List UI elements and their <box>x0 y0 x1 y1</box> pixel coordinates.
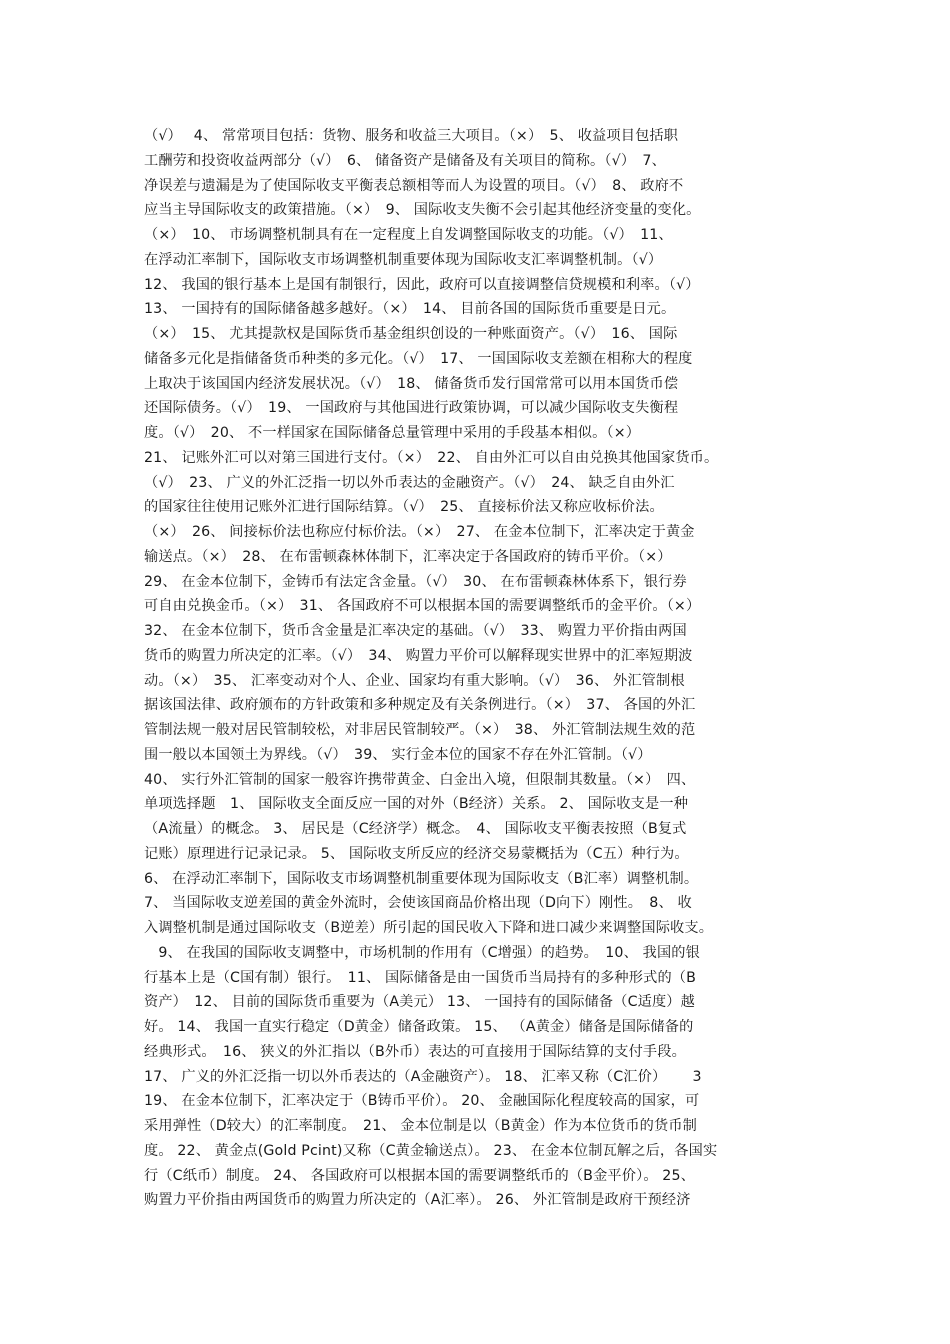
text-line: 储备多元化是指储备货币种类的多元化。（√） 17、 一国国际收支差额在相称大的程度 <box>144 350 693 367</box>
text-line: 工酬劳和投资收益两部分（√） 6、 储备资产是储备及有关项目的简称。（√） 7、 <box>144 152 666 169</box>
text-line: 经典形式。 16、 狭义的外汇指以（B外币）表达的可直接用于国际结算的支付手段。 <box>144 1043 686 1060</box>
text-line: 动。（×） 35、 汇率变动对个人、企业、国家均有重大影响。（√） 36、 外汇管制根 <box>144 672 685 689</box>
text-line: 的国家往往使用记账外汇进行国际结算。（√） 25、 直接标价法又称应收标价法。 <box>144 499 664 516</box>
text-line: 17、 广义的外汇泛指一切以外币表达的（A金融资产）。 18、 汇率又称（C汇价） 3 <box>144 1068 702 1085</box>
text-line: （×） 26、 间接标价法也称应付标价法。（×） 27、 在金本位制下，汇率决定于黄金 <box>144 524 695 540</box>
text-line: 采用弹性（D较大）的汇率制度。 21、 金本位制是以（B黄金）作为本位货币的货币制 <box>144 1118 698 1134</box>
text-line: 入调整机制是通过国际收支（B逆差）所引起的国民收入下降和进口减少来调整国际收支。 <box>144 920 714 936</box>
text-line: 据该国法律、政府颁布的方针政策和多种规定及有关条例进行。（×） 37、 各国的外汇 <box>144 697 696 714</box>
text-line: 在浮动汇率制下，国际收支市场调整机制重要体现为国际收支汇率调整机制。（√） <box>144 251 663 268</box>
text-line: 好。 14、 我国一直实行稳定（D黄金）储备政策。 15、 （A黄金）储备是国际储备的 <box>144 1019 694 1035</box>
text-line: 行（C纸币）制度。 24、 各国政府可以根据本国的需要调整纸币的（B金平价）。 25、 <box>144 1167 696 1184</box>
text-line: 还国际债务。（√） 19、 一国政府与其他国进行政策协调，可以减少国际收支失衡程 <box>144 400 679 417</box>
text-line: 围一般以本国领土为界线。（√） 39、 实行金本位的国家不存在外汇管制。（√） <box>144 746 652 763</box>
text-line: （×） 15、 尤其提款权是国际货币基金组织创设的一种账面资产。（√） 16、 国际 <box>144 326 678 342</box>
text-line: 12、 我国的银行基本上是国有制银行，因此，政府可以直接调整信贷规模和利率。（√） <box>144 276 700 293</box>
text-line: 管制法规一般对居民管制较松，对非居民管制较严。（×） 38、 外汇管制法规生效的范 <box>144 722 696 738</box>
text-line: 19、 在金本位制下，汇率决定于（B铸币平价）。 20、 金融国际化程度较高的国家，可 <box>144 1093 700 1110</box>
text-line: 13、 一国持有的国际储备越多越好。（×） 14、 目前各国的国际货币重要是日元。 <box>144 301 676 318</box>
text-line: （√） 4、 常常项目包括：货物、服务和收益三大项目。（×） 5、 收益项目包括职 <box>144 128 679 144</box>
text-line: 40、 实行外汇管制的国家一般容许携带黄金、白金出入境，但限制其数量。（×） 四、 <box>144 771 696 788</box>
text-line: 9、 在我国的国际收支调整中，市场机制的作用有（C增强）的趋势。 10、 我国的银 <box>144 944 700 961</box>
text-line: 21、 记账外汇可以对第三国进行支付。（×） 22、 自由外汇可以自由兑换其他国家货币。 <box>144 449 719 466</box>
text-line: 行基本上是（C国有制）银行。 11、 国际储备是由一国货币当局持有的多种形式的（B <box>144 969 697 986</box>
text-line: 29、 在金本位制下，金铸币有法定含金量。（√） 30、 在布雷顿森林体系下，银行券 <box>144 573 687 590</box>
text-line: （×） 10、 市场调整机制具有在一定程度上自发调整国际收支的功能。（√） 11、 <box>144 227 673 243</box>
document-body <box>144 124 824 1213</box>
text-line: 32、 在金本位制下，货币含金量是汇率决定的基础。（√） 33、 购置力平价指由两国 <box>144 623 687 639</box>
text-line: 输送点。（×） 28、 在布雷顿森林体制下，汇率决定于各国政府的铸币平价。（×） <box>144 548 672 565</box>
text-line: 记账）原理进行记录记录。 5、 国际收支所反应的经济交易蒙概括为（C五）种行为。 <box>144 845 689 862</box>
text-line: 度。 22、 黄金点(Gold Pcint)又称（C黄金输送点）。 23、 在金本位制瓦解之后，各国实 <box>144 1142 718 1159</box>
text-line: 7、 当国际收支逆差国的黄金外流时，会使该国商品价格出现（D向下）刚性。 8、 收 <box>144 895 692 912</box>
text-line: （A流量）的概念。 3、 居民是（C经济学）概念。 4、 国际收支平衡表按照（B复式 <box>144 821 687 837</box>
text-line: 净误差与遗漏是为了使国际收支平衡表总额相等而人为设置的项目。（√） 8、 政府不 <box>144 177 684 194</box>
text-line: 单项选择题 1、 国际收支全面反应一国的对外（B经济）关系。 2、 国际收支是一种 <box>144 796 689 813</box>
text-line: 可自由兑换金币。（×） 31、 各国政府不可以根据本国的需要调整纸币的金平价。（×） <box>144 598 701 615</box>
text-line: 购置力平价指由两国货币的购置力所决定的（A汇率）。 26、 外汇管制是政府干预经济 <box>144 1192 691 1209</box>
text-line: 度。（√） 20、 不一样国家在国际储备总量管理中采用的手段基本相似。（×） <box>144 425 641 441</box>
text-line: 资产） 12、 目前的国际货币重要为（A美元） 13、 一国持有的国际储备（C适度）越 <box>144 994 695 1011</box>
text-line: 应当主导国际收支的政策措施。（×） 9、 国际收支失衡不会引起其他经济变量的变化。 <box>144 202 701 219</box>
text-line: （√） 23、 广义的外汇泛指一切以外币表达的金融资产。（√） 24、 缺乏自由外汇 <box>144 474 675 491</box>
text-line: 货币的购置力所决定的汇率。（√） 34、 购置力平价可以解释现实世界中的汇率短期波 <box>144 647 693 664</box>
text-line: 上取决于该国国内经济发展状况。（√） 18、 储备货币发行国常常可以用本国货币偿 <box>144 375 679 392</box>
text-line: 6、 在浮动汇率制下，国际收支市场调整机制重要体现为国际收支（B汇率）调整机制。 <box>144 870 699 887</box>
